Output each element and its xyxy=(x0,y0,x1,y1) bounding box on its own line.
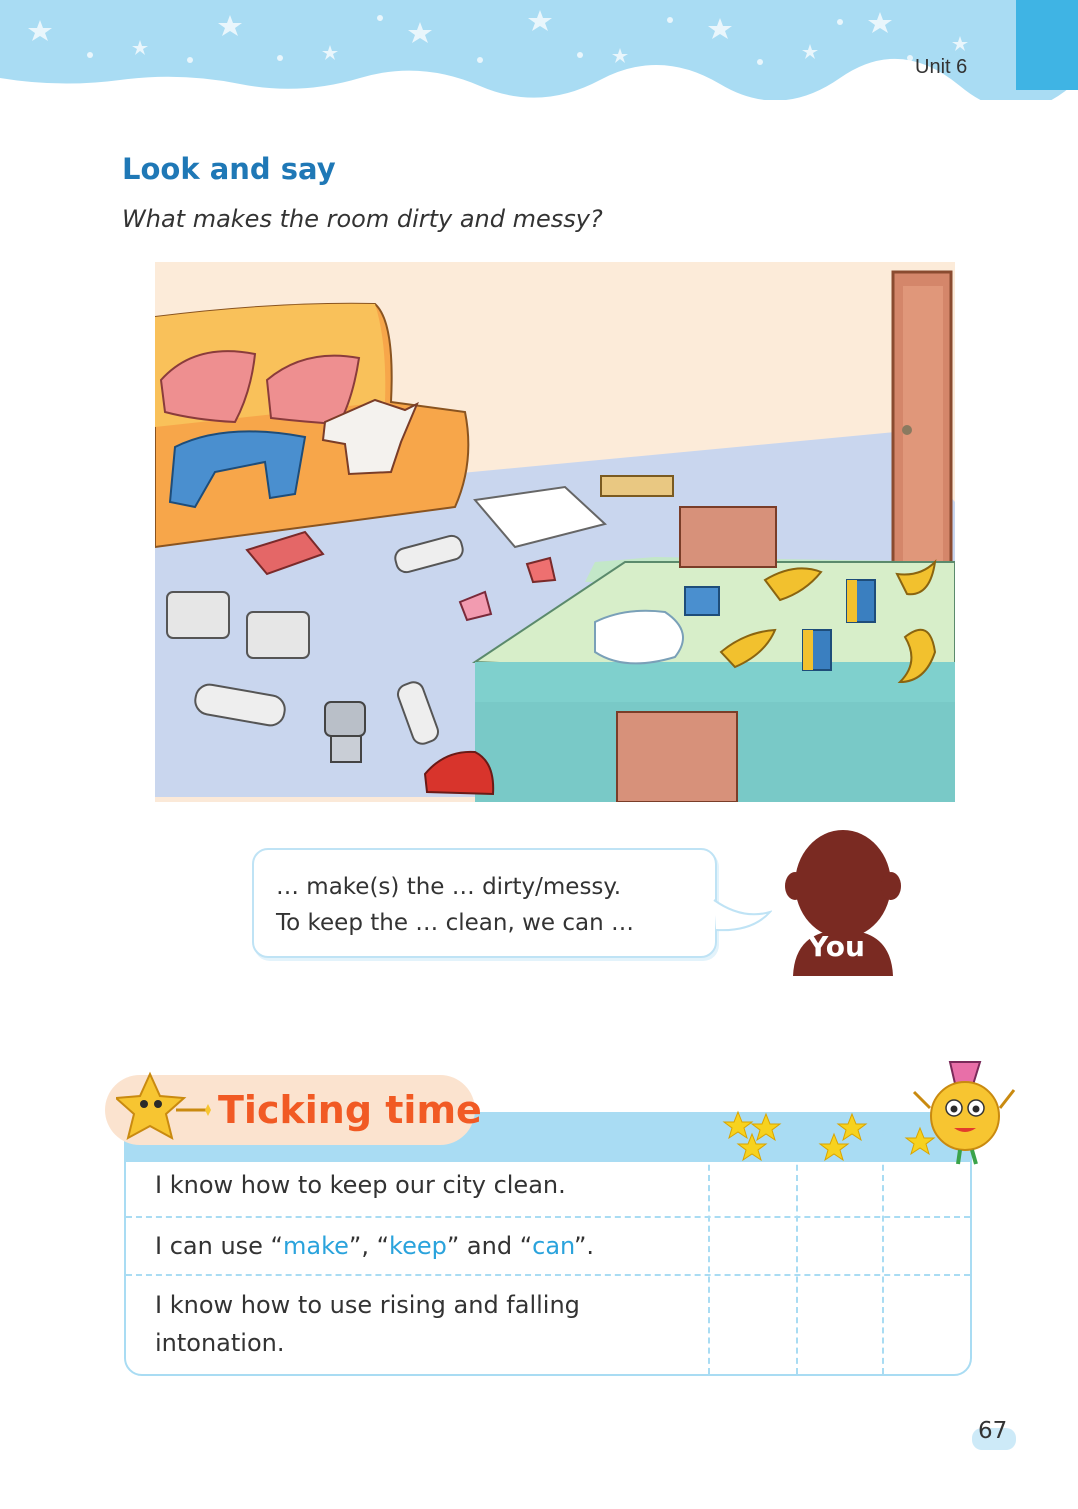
banner-tab xyxy=(1016,0,1078,90)
avatar-label: You xyxy=(808,930,865,963)
tick-cell[interactable] xyxy=(798,1276,882,1372)
section-title: Look and say xyxy=(122,152,336,186)
mascot-icon xyxy=(910,1058,1020,1168)
stars-pattern-icon xyxy=(0,0,1078,100)
tick-cell[interactable] xyxy=(798,1218,882,1274)
tick-cell[interactable] xyxy=(710,1218,796,1274)
speech-line-1: … make(s) the … dirty/messy. xyxy=(276,874,622,900)
tick-cell[interactable] xyxy=(884,1276,970,1372)
row-2-mid1: ”, “ xyxy=(348,1232,390,1260)
page-number: 67 xyxy=(978,1418,1008,1444)
speech-line-2: To keep the … clean, we can … xyxy=(276,910,634,936)
ticking-row-3 xyxy=(155,1286,580,1362)
star-wand-icon xyxy=(116,1070,216,1142)
tick-cell[interactable] xyxy=(710,1164,796,1216)
speech-bubble xyxy=(252,848,717,958)
tick-cell[interactable] xyxy=(884,1218,970,1274)
tick-cell[interactable] xyxy=(710,1276,796,1372)
row-2-mid2: ” and “ xyxy=(446,1232,533,1260)
row-3-line-1: I know how to use rising and falling xyxy=(155,1291,580,1319)
tick-cell[interactable] xyxy=(884,1164,970,1216)
ticking-row-2 xyxy=(155,1227,594,1265)
row-2-post: ”. xyxy=(573,1232,594,1260)
row-2-pre: I can use “ xyxy=(155,1232,283,1260)
keyword-keep: keep xyxy=(389,1232,447,1260)
keyword-can: can xyxy=(532,1232,574,1260)
row-3-line-2: intonation. xyxy=(155,1329,285,1357)
keyword-make: make xyxy=(283,1232,349,1260)
ticking-row-1 xyxy=(155,1166,566,1204)
header-banner xyxy=(0,0,1078,100)
messy-room-illustration xyxy=(155,262,955,802)
ticking-title: Ticking time xyxy=(218,1088,482,1132)
tick-cell[interactable] xyxy=(798,1164,882,1216)
unit-label: Unit 6 xyxy=(915,56,968,78)
ticking-row-1-text: I know how to keep our city clean. xyxy=(155,1171,566,1199)
question-text: What makes the room dirty and messy? xyxy=(122,205,603,233)
speech-bubble-tail-icon xyxy=(712,898,772,938)
